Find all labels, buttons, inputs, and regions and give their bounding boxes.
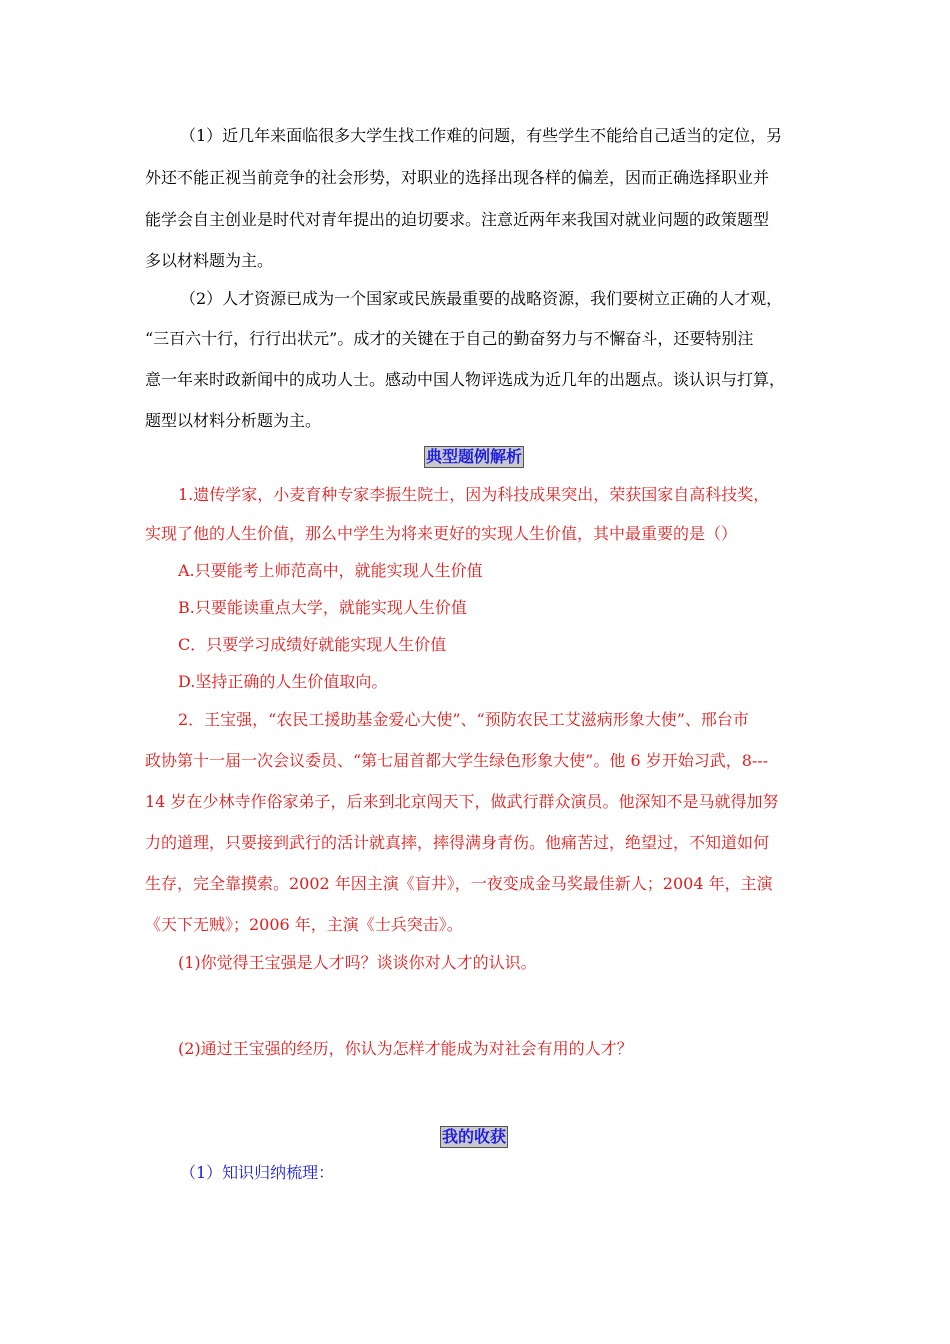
heading-my-harvest: 我的收获 [442, 1127, 507, 1146]
question-1-option-d: D.坚持正确的人生价值取向。 [178, 672, 388, 691]
question-2-line-2: 政协第十一届一次会议委员、“第七届首都大学生绿色形象大使”。他 6 岁开始习武，8--- [145, 751, 769, 770]
question-2-line-1: 2．王宝强，“农民工援助基金爱心大使”、“预防农民工艾滋病形象大使”、邢台市 [178, 710, 749, 729]
question-1-line-1: 1.遗传学家，小麦育种专家李振生院士，因为科技成果突出，荣获国家自高科技奖， [178, 485, 770, 504]
intro-p2-line-3: 意一年来时政新闻中的成功人士。感动中国人物评选成为近几年的出题点。谈认识与打算， [145, 370, 786, 389]
question-2-line-5: 生存，完全靠摸索。2002 年因主演《盲井》，一夜变成金马奖最佳新人；2004 年，主演 [145, 874, 773, 893]
question-1-line-2: 实现了他的人生价值，那么中学生为将来更好的实现人生价值，其中最重要的是（） [145, 524, 738, 543]
intro-p1-line-4: 多以材料题为主。 [145, 251, 274, 270]
question-2-sub-1: (1)你觉得王宝强是人才吗？谈谈你对人才的认识。 [178, 953, 537, 972]
question-2-line-4: 力的道理，只要接到武行的活计就真摔，摔得满身青伤。他痛苦过，绝望过，不知道如何 [145, 833, 770, 852]
intro-p2-line-2: “三百六十行，行行出状元”。成才的关键在于自己的勤奋努力与不懈奋斗，还要特别注 [145, 329, 754, 348]
intro-p2-line-4: 题型以材料分析题为主。 [145, 411, 322, 430]
intro-p1-line-1: （1）近几年来面临很多大学生找工作难的问题，有些学生不能给自己适当的定位，另 [180, 126, 783, 145]
question-1-option-a: A.只要能考上师范高中，就能实现人生价值 [178, 561, 483, 580]
intro-p1-line-2: 外还不能正视当前竞争的社会形势，对职业的选择出现各样的偏差，因而正确选择职业并 [145, 168, 770, 187]
question-2-line-6: 《天下无贼》；2006 年，主演《士兵突击》。 [145, 915, 463, 934]
intro-p1-line-3: 能学会自主创业是时代对青年提出的迫切要求。注意近两年来我国对就业问题的政策题型 [145, 210, 770, 229]
heading-typical-examples: 典型题例解析 [426, 447, 523, 466]
question-2-sub-2: (2)通过王宝强的经历，你认为怎样才能成为对社会有用的人才？ [178, 1039, 633, 1058]
question-1-option-c: C．只要学习成绩好就能实现人生价值 [178, 635, 447, 654]
intro-p2-line-1: （2）人才资源已成为一个国家或民族最重要的战略资源，我们要树立正确的人才观， [180, 289, 783, 308]
question-2-line-3: 14 岁在少林寺作俗家弟子，后来到北京闯天下，做武行群众演员。他深知不是马就得加努 [145, 792, 779, 811]
harvest-item-1: （1）知识归纳梳理： [180, 1163, 335, 1182]
question-1-option-b: B.只要能读重点大学，就能实现人生价值 [178, 598, 467, 617]
